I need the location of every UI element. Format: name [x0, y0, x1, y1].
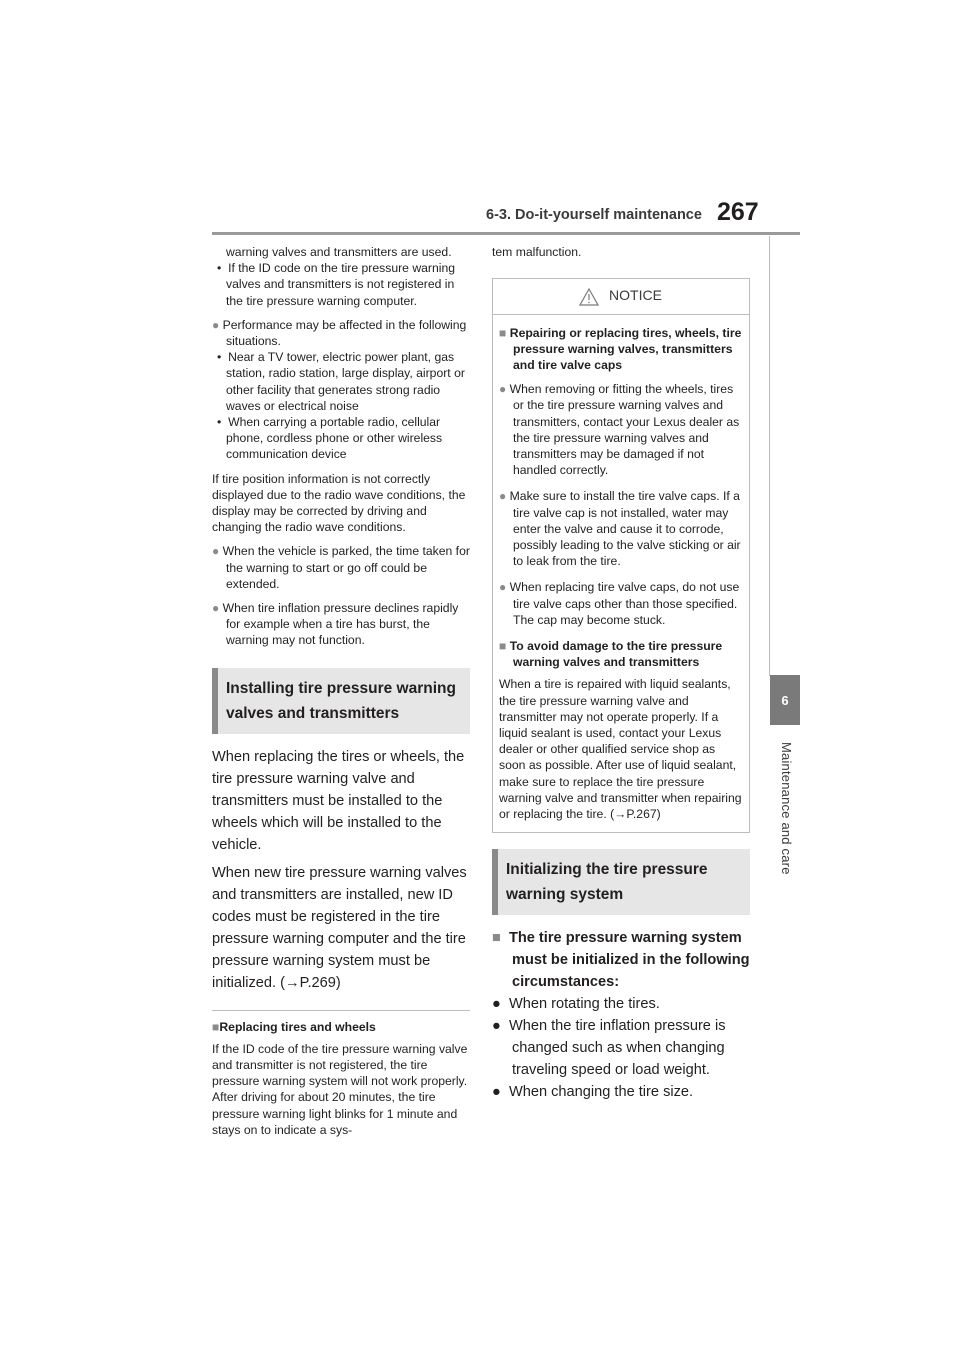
replacing-heading [212, 1019, 470, 1035]
notice-box [492, 278, 750, 833]
small-bullet: • [217, 261, 222, 276]
intro-bullet-text: If the ID code on the tire pressure warning valves and transmitters is not registered in the tire pressure warning computer. [226, 261, 456, 308]
notice-sub-1 [499, 325, 742, 374]
parked-note-text: When the vehicle is parked, the time taken for the warning to start or go off could be extended. [222, 544, 470, 591]
square-icon: ■ [492, 930, 501, 947]
chapter-tab[interactable]: 6 [770, 675, 800, 725]
notice-rule [493, 314, 749, 315]
right-column [492, 244, 750, 1103]
init-item-text: When changing the tire size. [508, 1084, 694, 1101]
performance-lead-text: Performance may be affected in the following situations. [222, 317, 467, 349]
init-item [492, 1081, 750, 1103]
notice-header [499, 279, 742, 313]
init-item [492, 1015, 750, 1081]
continuation-text: tem malfunction. [492, 245, 582, 259]
section-title: 6-3. Do-it-yourself maintenance [486, 207, 702, 223]
warning-triangle-icon [579, 288, 599, 306]
intro-bullet [212, 260, 470, 309]
page-number: 267 [717, 198, 759, 226]
notice-item [499, 488, 742, 569]
round-bullet-icon: ● [212, 601, 220, 616]
big-dot-icon: ● [492, 1084, 501, 1101]
notice-item-text: Make sure to install the tire valve caps. If a tire valve cap is not installed, water may enter the valve and cause it to corrode, possibly leading to the valve sticking or air to leak from the tire. [509, 489, 741, 569]
init-sub [492, 927, 750, 993]
notice-item-text: When replacing tire valve caps, do not use tire valve caps other than those specified. The cap may become stuck. [509, 580, 740, 627]
init-sub-text: The tire pressure warning system must be initialized in the following circumstances: [508, 930, 750, 991]
performance-item [212, 349, 470, 414]
performance-item-text: Near a TV tower, electric power plant, gas station, radio station, large display, airport or other facility that generates strong radio waves or electrical noise [226, 350, 465, 413]
init-item-text: When rotating the tires. [508, 996, 660, 1013]
performance-item-text: When carrying a portable radio, cellular phone, cordless phone or other wireless communication device [226, 415, 443, 462]
square-icon: ■ [212, 1019, 220, 1034]
replacing-heading-text: Replacing tires and wheels [219, 1019, 376, 1034]
notice-item [499, 381, 742, 478]
round-bullet-icon: ● [499, 580, 507, 595]
notice-title: NOTICE [609, 287, 662, 304]
small-bullet: • [217, 415, 222, 430]
left-column [212, 244, 470, 1138]
round-bullet-icon: ● [212, 544, 220, 559]
header-rule [212, 232, 800, 235]
big-dot-icon: ● [492, 1018, 501, 1035]
chapter-title: Maintenance and care [779, 742, 794, 875]
install-heading: Installing tire pressure warning valves and transmitters [212, 668, 470, 734]
install-para-2: When new tire pressure warning valves and transmitters are installed, new ID codes must be registered in the tire pressure warning computer and the tire pressure warning system must be initialized. (→P.269) [212, 864, 467, 991]
init-heading: Initializing the tire pressure warning system [492, 849, 750, 915]
notice-sub-1-text: Repairing or replacing tires, wheels, tire pressure warning valves, transmitters and tire valve caps [509, 325, 742, 372]
round-bullet-icon: ● [499, 382, 507, 397]
performance-lead [212, 317, 470, 349]
round-bullet-icon: ● [499, 489, 507, 504]
init-item-text: When the tire inflation pressure is changed such as when changing traveling speed or load weight. [508, 1018, 726, 1079]
replacing-text: If the ID code of the tire pressure warning valve and transmitter is not registered, the tire pressure warning system will not work properly. After driving for about 20 minutes, the tire pressure warning light blinks for 1 minute and stays on to indicate a sys- [212, 1041, 468, 1137]
notice-item-text: When removing or fitting the wheels, tires or the tire pressure warning valves and transmitters, contact your Lexus dealer as the tire pressure warning valves and transmitters may be damaged if not handled correctly. [509, 382, 740, 478]
square-icon: ■ [499, 638, 507, 653]
parked-note [212, 543, 470, 592]
notice-sub-2-text: To avoid damage to the tire pressure warning valves and transmitters [509, 638, 723, 670]
notice-item [499, 579, 742, 628]
init-item [492, 993, 750, 1015]
notice-sub-2 [499, 638, 742, 670]
square-icon: ■ [499, 325, 507, 340]
intro-line: warning valves and transmitters are used. [226, 245, 452, 259]
decline-note-text: When tire inflation pressure declines rapidly for example when a tire has burst, the warning may not function. [222, 601, 459, 648]
side-tab-line [769, 236, 770, 676]
performance-item [212, 414, 470, 463]
big-dot-icon: ● [492, 996, 501, 1013]
round-bullet-icon: ● [212, 317, 220, 332]
small-bullet: • [217, 350, 222, 365]
install-para-1: When replacing the tires or wheels, the tire pressure warning valve and transmitters must be installed to the wheels which will be installed to the vehicle. [212, 748, 465, 853]
subsection-rule [212, 1010, 470, 1011]
notice-text-2: When a tire is repaired with liquid sealants, the tire pressure warning valve and transmitter may not operate properly. If a liquid sealant is used, contact your Lexus dealer or other qualified service shop as soon as possible. After use of liquid sealant, make sure to replace the tire pressure warning valve and transmitter when repairing or replacing the tire. (→P.267) [499, 677, 742, 821]
position-note: If tire position information is not correctly displayed due to the radio wave conditions, the display may be corrected by driving and changing the radio wave conditions. [212, 471, 466, 535]
decline-note [212, 600, 470, 649]
